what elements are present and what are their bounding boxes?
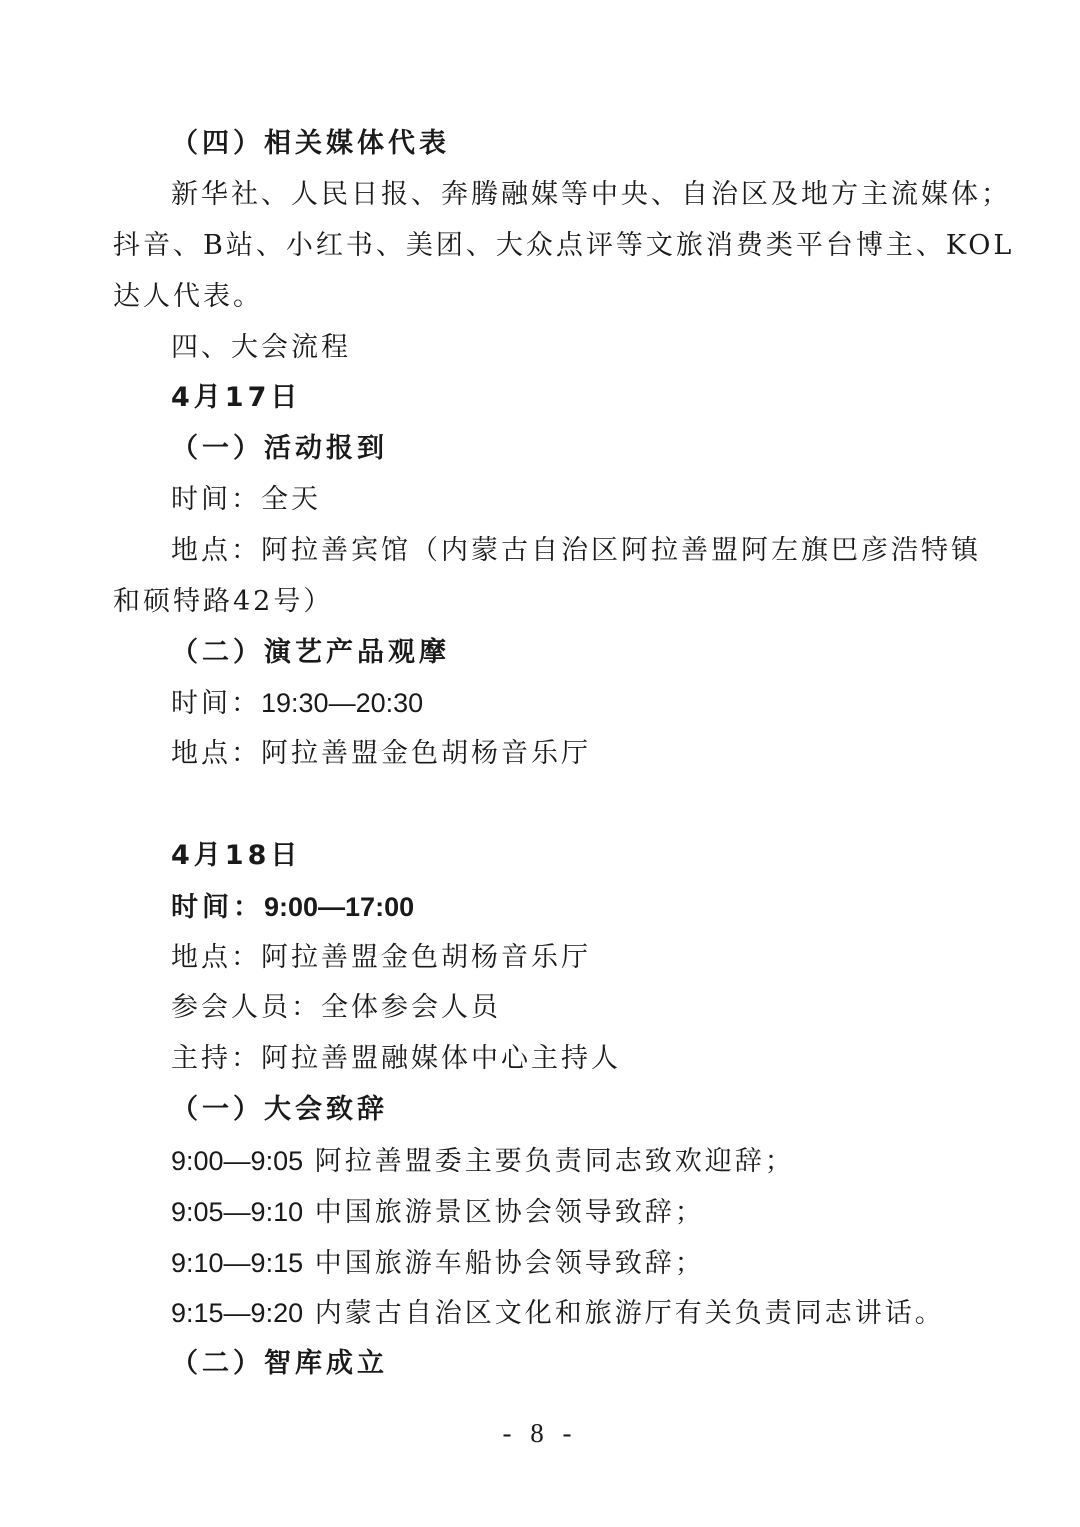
time-value: 19:30—20:30 <box>261 688 424 718</box>
day1-item1-time: 时间：全天 <box>171 484 321 515</box>
schedule-text: 内蒙古自治区文化和旅游厅有关负责同志讲话。 <box>314 1298 945 1329</box>
schedule-text: 中国旅游景区协会领导致辞； <box>314 1197 705 1228</box>
schedule-row <box>171 1246 705 1281</box>
page-number: - 8 - <box>502 1418 578 1448</box>
day2-time <box>171 890 414 925</box>
schedule-time: 9:05—9:10 <box>171 1197 304 1227</box>
schedule-row <box>171 1296 945 1331</box>
day1-item1-place-line-1: 地点：阿拉善宾馆（内蒙古自治区阿拉善盟阿左旗巴彦浩特镇 <box>171 535 981 566</box>
schedule-row <box>171 1144 795 1179</box>
media-paragraph-line-2: 抖音、B站、小红书、美团、大众点评等文旅消费类平台博主、KOL <box>113 230 1015 261</box>
day2-item1-heading: （一）大会致辞 <box>171 1094 388 1125</box>
schedule-time: 9:10—9:15 <box>171 1248 304 1278</box>
day2-item2-heading: （二）智库成立 <box>171 1348 388 1379</box>
day2-place: 地点：阿拉善盟金色胡杨音乐厅 <box>171 942 591 973</box>
day2-host: 主持：阿拉善盟融媒体中心主持人 <box>171 1043 621 1074</box>
day1-item2-heading: （二）演艺产品观摩 <box>171 637 450 668</box>
day1-item2-place: 地点：阿拉善盟金色胡杨音乐厅 <box>171 738 591 769</box>
time-value: 9:00—17:00 <box>264 892 415 922</box>
schedule-text: 阿拉善盟委主要负责同志致欢迎辞； <box>314 1146 795 1177</box>
schedule-time: 9:00—9:05 <box>171 1146 304 1176</box>
day2-attendees: 参会人员：全体参会人员 <box>171 992 501 1023</box>
time-label: 时间： <box>171 892 264 923</box>
day1-date: 4月17日 <box>171 382 302 413</box>
day2-date: 4月18日 <box>171 840 302 871</box>
time-label: 时间： <box>171 688 261 719</box>
day1-item1-heading: （一）活动报到 <box>171 433 388 464</box>
flow-heading: 四、大会流程 <box>171 332 351 363</box>
media-paragraph-line-3: 达人代表。 <box>113 281 263 312</box>
media-paragraph-line-1: 新华社、人民日报、奔腾融媒等中央、自治区及地方主流媒体； <box>171 179 1011 210</box>
media-heading: （四）相关媒体代表 <box>171 128 450 159</box>
schedule-row <box>171 1195 705 1230</box>
schedule-text: 中国旅游车船协会领导致辞； <box>314 1248 705 1279</box>
day1-item2-time <box>171 686 423 721</box>
day1-item1-place-line-2: 和硕特路42号） <box>113 586 334 617</box>
schedule-time: 9:15—9:20 <box>171 1298 304 1328</box>
